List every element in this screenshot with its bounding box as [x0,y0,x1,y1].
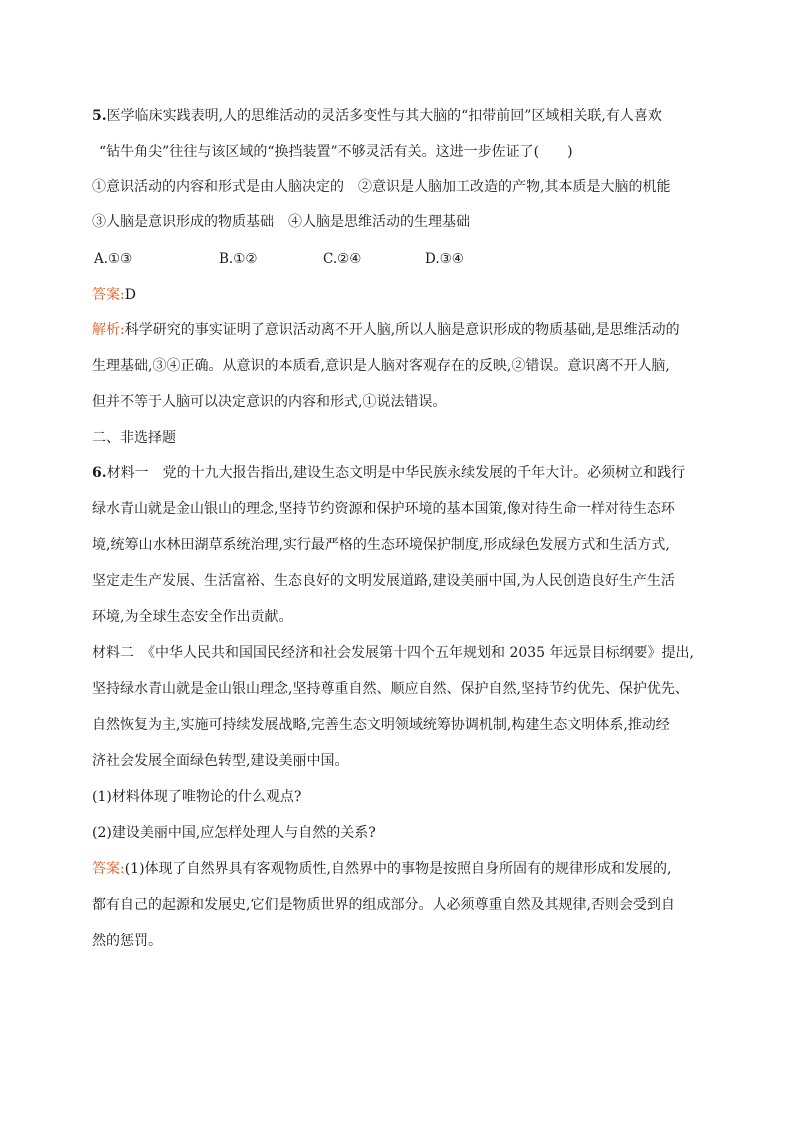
q6-material2-line-4: 济社会发展全面绿色转型,建设美丽中国。 [92,753,349,769]
q5-statements-line-2: ③人脑是意识形成的物质基础 ④人脑是思维活动的生理基础 [92,214,470,230]
q5-option-d: D.③④ [425,251,464,267]
q6-material1-line-4: 坚定走生产发展、生活富裕、生态良好的文明发展道路,建设美丽中国,为人民创造良好生产生活 [92,573,675,589]
q6-answer-line-2: 都有自己的起源和发展史,它们是物质世界的组成部分。人必须尊重自然及其规律,否则会受到自 [92,897,675,913]
q5-number: 5. [92,108,107,124]
q5-stem-text-1: 医学临床实践表明,人的思维活动的灵活多变性与其大脑的“扣带前回”区域相关联,有人喜欢 [106,108,662,124]
q5-analysis-line-2: 生理基础,③④正确。从意识的本质看,意识是人脑对客观存在的反映,②错误。意识离不开人脑, [92,358,670,374]
q5-stem-line-2: “钻牛角尖”往往与该区域的“换挡装置”不够灵活有关。这进一步佐证了( ) [99,144,573,160]
section-heading: 二、非选择题 [92,430,176,446]
q6-answer-text-1: (1)体现了自然界具有客观物质性,自然界中的事物是按照自身所固有的规律形成和发展的, [124,861,672,877]
q6-material1-line-1 [92,463,732,483]
q6-number: 6. [92,465,107,481]
q6-answer-line-3: 然的惩罚。 [92,933,162,949]
q6-material1-line-2: 绿水青山就是金山银山的理念,坚持节约资源和保护环境的基本国策,像对待生命一样对待生态环 [92,501,675,517]
q6-material1-line-5: 环境,为全球生态安全作出贡献。 [92,609,293,625]
q5-answer-label: 答案: [92,287,125,303]
q5-analysis-text-1: 科学研究的事实证明了意识活动离不开人脑,所以人脑是意识形成的物质基础,是思维活动的 [124,322,680,338]
q6-material2-line-2: 坚持绿水青山就是金山银山理念,坚持尊重自然、顺应自然、保护自然,坚持节约优先、保护优先、 [92,681,689,697]
q5-answer [92,285,732,305]
q5-option-c: C.②④ [323,251,362,267]
q5-statements-line-1: ①意识活动的内容和形式是由人脑决定的 ②意识是人脑加工改造的产物,其本质是大脑的机能 [92,179,671,195]
q6-material2-line-1: 材料二 《中华人民共和国国民经济和社会发展第十四个五年规划和 2035 年远景目标纲要》提出, [92,645,694,661]
q6-material1-text-1: 材料一 党的十九大报告指出,建设生态文明是中华民族永续发展的千年大计。必须树立和践行 [106,465,686,481]
q6-material1-line-3: 境,统筹山水林田湖草系统治理,实行最严格的生态环境保护制度,形成绿色发展方式和生活方式, [92,537,670,553]
q5-analysis-line-1 [92,320,732,340]
q5-analysis-line-3: 但并不等于人脑可以决定意识的内容和形式,①说法错误。 [92,394,447,410]
q5-analysis-label: 解析: [92,322,125,338]
q6-answer-line-1 [92,859,732,879]
q5-stem-line-1 [92,106,732,126]
q6-subquestion-1: (1)材料体现了唯物论的什么观点? [92,789,302,805]
q6-subquestion-2: (2)建设美丽中国,应怎样处理人与自然的关系? [92,825,376,841]
q5-option-b: B.①② [219,251,258,267]
q5-option-a: A.①③ [94,251,133,267]
q6-material2-line-3: 自然恢复为主,实施可持续发展战略,完善生态文明领域统筹协调机制,构建生态文明体系,推动经 [92,717,670,733]
q6-answer-label: 答案: [92,861,125,877]
q5-answer-value: D [124,287,136,303]
